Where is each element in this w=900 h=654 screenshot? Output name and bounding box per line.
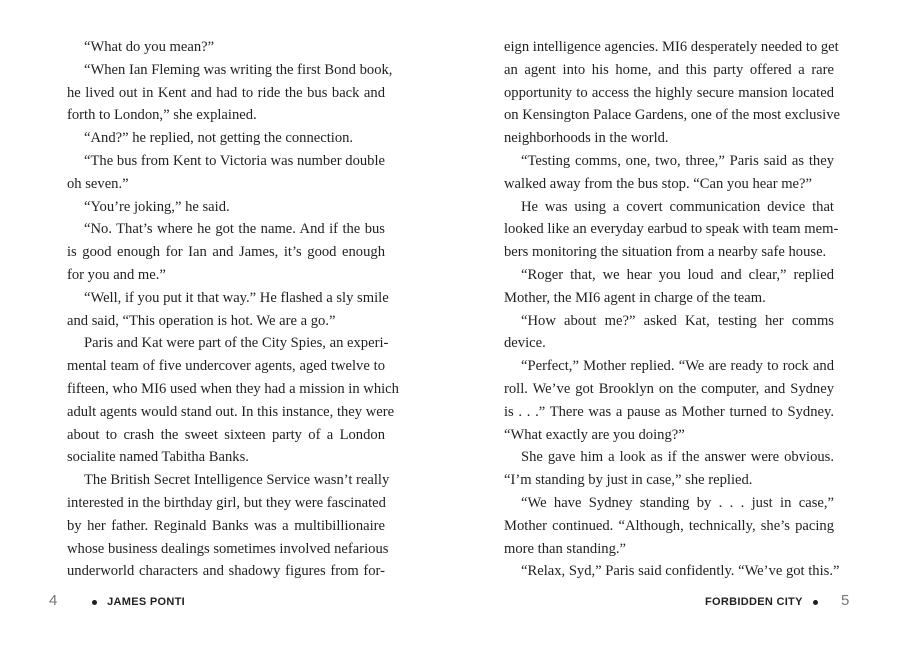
right-page-text [504, 36, 840, 583]
text-line: “Well, if you put it that way.” He flashed a sly smile [84, 289, 389, 306]
text-line: “And?” he replied, not getting the connection. [84, 130, 354, 147]
text-line: “What exactly are you doing?” [504, 426, 685, 443]
text-line: on Kensington Palace Gardens, one of the most exclusive [504, 107, 840, 124]
right-running-head [705, 596, 818, 608]
text-line: He was using a covert communication device that [521, 198, 834, 215]
text-line: about to crash the sweet sixteen party of a London [67, 426, 385, 443]
bullet-icon [92, 600, 97, 605]
text-line: The British Secret Intelligence Service wasn’t really [84, 472, 390, 489]
text-line: looked like an everyday earbud to speak with team mem- [504, 221, 839, 238]
text-line: interested in the birthday girl, but they were fascinated [67, 494, 386, 511]
left-running-head [92, 596, 185, 608]
text-line: “What do you mean?” [84, 39, 215, 55]
text-line: underworld characters and shadowy figures from for- [67, 563, 385, 580]
text-line: more than standing.” [504, 540, 626, 557]
text-line: “When Ian Fleming was writing the first Bond book, [84, 61, 393, 78]
left-page-number: 4 [49, 592, 58, 609]
text-line: “I’m standing by just in case,” she replied. [504, 472, 753, 489]
text-line: She gave him a look as if the answer were obvious. [521, 449, 834, 466]
text-line: “You’re joking,” he said. [84, 198, 230, 215]
left-page-text [67, 36, 399, 583]
text-line: Paris and Kat were part of the City Spies, an experi- [84, 335, 389, 352]
text-line: “Roger that, we hear you loud and clear,” replied [521, 266, 834, 283]
text-line: Mother continued. “Although, technically, she’s pacing [504, 517, 834, 534]
text-line: is good enough for Ian and James, it’s good enough [67, 244, 385, 261]
text-line: “Perfect,” Mother replied. “We are ready to rock and [521, 358, 834, 375]
text-line: “We have Sydney standing by . . . just in case,” [521, 494, 834, 511]
text-line: neighborhoods in the world. [504, 130, 669, 147]
text-line: and said, “This operation is hot. We are a go.” [67, 312, 336, 329]
text-line: “How about me?” asked Kat, testing her comms [521, 312, 834, 329]
text-line: Mother, the MI6 agent in charge of the team. [504, 289, 766, 306]
text-line: opportunity to access the highly secure mansion located [504, 84, 834, 101]
book-title: FORBIDDEN CITY [705, 596, 803, 608]
text-line: mental team of five undercover agents, aged twelve to [67, 358, 385, 375]
text-line: roll. We’ve got Brooklyn on the computer, and Sydney [504, 380, 834, 397]
text-line: “No. That’s where he got the name. And if the bus [84, 221, 385, 238]
text-line: for you and me.” [67, 266, 166, 283]
text-line: by her father. Reginald Banks was a multibillionaire [67, 517, 385, 534]
text-line: oh seven.” [67, 175, 129, 192]
text-line: adult agents would stand out. In this instance, they were [67, 403, 395, 420]
text-line: eign intelligence agencies. MI6 desperately needed to get [504, 39, 839, 55]
right-page-number: 5 [841, 592, 850, 609]
text-line: forth to London,” she explained. [67, 107, 257, 124]
text-line: walked away from the bus stop. “Can you hear me?” [504, 175, 812, 192]
text-line: whose business dealings sometimes involved nefarious [67, 540, 389, 557]
text-line: “Relax, Syd,” Paris said confidently. “We’ve got this.” [521, 563, 840, 580]
author-name: JAMES PONTI [107, 596, 185, 608]
text-line: device. [504, 335, 546, 352]
text-line: is . . .” There was a pause as Mother turned to Sydney. [504, 403, 834, 420]
bullet-icon [813, 600, 818, 605]
text-line: bers monitoring the situation from a nearby safe house. [504, 244, 827, 261]
text-line: an agent into his home, and this party offered a rare [504, 61, 834, 78]
text-line: he lived out in Kent and had to ride the bus back and [67, 84, 385, 101]
text-line: “The bus from Kent to Victoria was number double [84, 152, 385, 169]
text-line: socialite named Tabitha Banks. [67, 449, 249, 466]
text-line: “Testing comms, one, two, three,” Paris said as they [521, 152, 834, 169]
text-line: fifteen, who MI6 used when they had a mission in which [67, 380, 399, 397]
